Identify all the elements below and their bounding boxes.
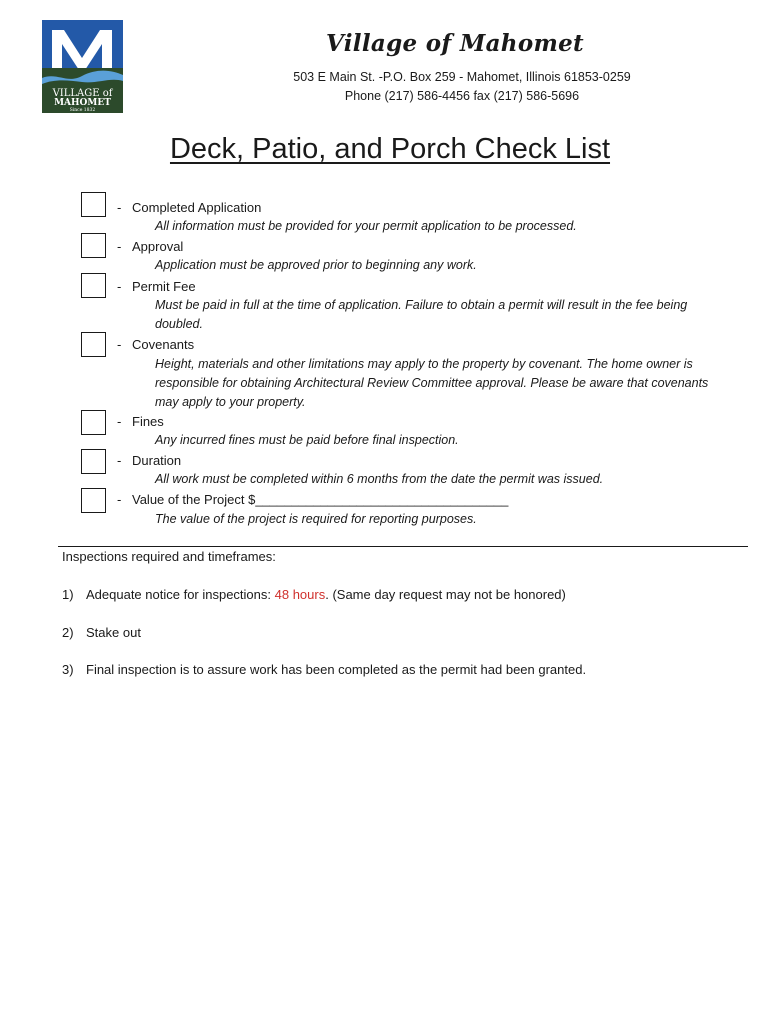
item-number: 1): [62, 587, 74, 602]
item-desc-fines: [155, 431, 730, 450]
item-number: 2): [62, 625, 74, 640]
item-desc-covenants: [155, 355, 730, 412]
logo-text-2: MAHOMET: [54, 98, 111, 108]
checkbox-duration[interactable]: [81, 449, 106, 474]
checkbox-approval[interactable]: [81, 233, 106, 258]
desc-line: responsible for obtaining Architectural Review Committee approval. Please be aware that covenants: [155, 376, 709, 390]
item-text: Stake out: [86, 625, 141, 640]
document-title: Deck, Patio, and Porch Check List: [169, 133, 611, 165]
checkbox-covenants[interactable]: [81, 332, 106, 357]
list-dash: -: [117, 414, 122, 429]
logo-text-3: Since 1832: [69, 108, 96, 113]
address-line: 503 E Main St. -P.O. Box 259 - Mahomet, Illinois 61853-0259: [293, 70, 631, 84]
checkbox-completed-application[interactable]: [81, 192, 106, 217]
item-label-covenants: Covenants: [132, 337, 195, 352]
desc-line: Any incurred fines must be paid before final inspection.: [155, 433, 459, 447]
item-label-completed-application: Completed Application: [132, 200, 262, 215]
desc-line: Application must be approved prior to beginning any work.: [155, 258, 477, 272]
item-desc-permit-fee: [155, 296, 730, 334]
desc-line: Must be paid in full at the time of application. Failure to obtain a permit will result in the fee being: [155, 298, 688, 312]
list-dash: -: [117, 337, 122, 352]
item-desc-completed-application: [155, 217, 730, 236]
item-text-after: . (Same day request may not be honored): [325, 587, 566, 602]
item-label-fines: Fines: [132, 414, 164, 429]
checkbox-fines[interactable]: [81, 410, 106, 435]
list-dash: -: [117, 239, 122, 254]
inspection-item-3: [62, 662, 586, 677]
item-label-duration: Duration: [132, 453, 182, 468]
desc-line: All work must be completed within 6 months from the date the permit was issued.: [155, 472, 604, 486]
item-text: Final inspection is to assure work has been completed as the permit had been granted.: [86, 662, 587, 677]
section-divider: [58, 546, 748, 547]
item-label-approval: Approval: [132, 239, 184, 254]
highlight-48-hours: 48 hours: [274, 587, 326, 602]
inspection-item-2: [62, 625, 141, 640]
checkbox-value-of-project[interactable]: [81, 488, 106, 513]
item-label-value-of-project[interactable]: Value of the Project $___________________________________: [132, 492, 509, 507]
desc-line: doubled.: [155, 317, 203, 331]
phone-line: Phone (217) 586-4456 fax (217) 586-5696: [344, 89, 580, 103]
inspection-item-1: [62, 587, 566, 602]
inspections-heading: Inspections required and timeframes:: [62, 549, 276, 564]
list-dash: -: [117, 492, 122, 507]
item-desc-approval: [155, 256, 730, 275]
desc-line: All information must be provided for your permit application to be processed.: [155, 219, 577, 233]
village-title: Village of Mahomet: [326, 30, 584, 57]
list-dash: -: [117, 200, 122, 215]
logo-text-1: VILLAGE of: [52, 88, 113, 99]
desc-line: The value of the project is required for reporting purposes.: [155, 512, 477, 526]
item-desc-duration: [155, 470, 730, 489]
list-dash: -: [117, 279, 122, 294]
item-text: Adequate notice for inspections:: [86, 587, 275, 602]
item-label-permit-fee: Permit Fee: [132, 279, 196, 294]
item-desc-value-of-project: [155, 510, 730, 529]
checkbox-permit-fee[interactable]: [81, 273, 106, 298]
list-dash: -: [117, 453, 122, 468]
item-number: 3): [62, 662, 74, 677]
desc-line: may apply to your property.: [155, 395, 306, 409]
desc-line: Height, materials and other limitations may apply to the property by covenant. The home owner is: [155, 357, 693, 371]
